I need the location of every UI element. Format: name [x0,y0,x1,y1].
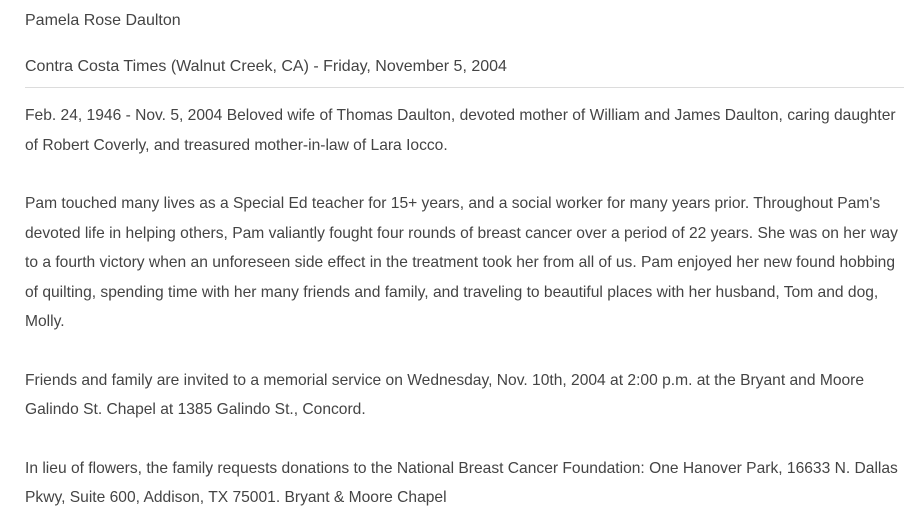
obituary-paragraph-dates-family: Feb. 24, 1946 - Nov. 5, 2004 Beloved wife of Thomas Daulton, devoted mother of William and James Daulton, caring daughter of Robert Coverly, and treasured mother-in-law of Lara Iocco. [25,107,896,154]
publication-source: Contra Costa Times (Walnut Creek, CA) - Friday, November 5, 2004 [25,58,507,75]
obituary-paragraph-donations: In lieu of flowers, the family requests donations to the National Breast Cancer Foundation: One Hanover Park, 16633 N. Dallas Pkwy, Suite 600, Addison, TX 75001. Bryant & Moore Chapel [25,459,898,506]
obituary-body [25,88,904,513]
obituary-paragraph-service: Friends and family are invited to a memorial service on Wednesday, Nov. 10th, 2004 at 2:00 p.m. at the Bryant and Moore Galindo St. Chapel at 1385 Galindo St., Concord. [25,371,865,418]
deceased-name: Pamela Rose Daulton [25,12,181,29]
obituary-paragraph-life: Pam touched many lives as a Special Ed teacher for 15+ years, and a social worker for many years prior. Throughout Pam's devoted life in helping others, Pam valiantly fought four rounds of breast cancer over a period of 22 years. She was on her way to a fourth victory when an unforeseen side effect in the treatment took her from all of us. Pam enjoyed her new found hobbing of quilting, spending time with her many friends and family, and traveling to beautiful places with her husband, Tom and dog, Molly. [25,195,898,330]
